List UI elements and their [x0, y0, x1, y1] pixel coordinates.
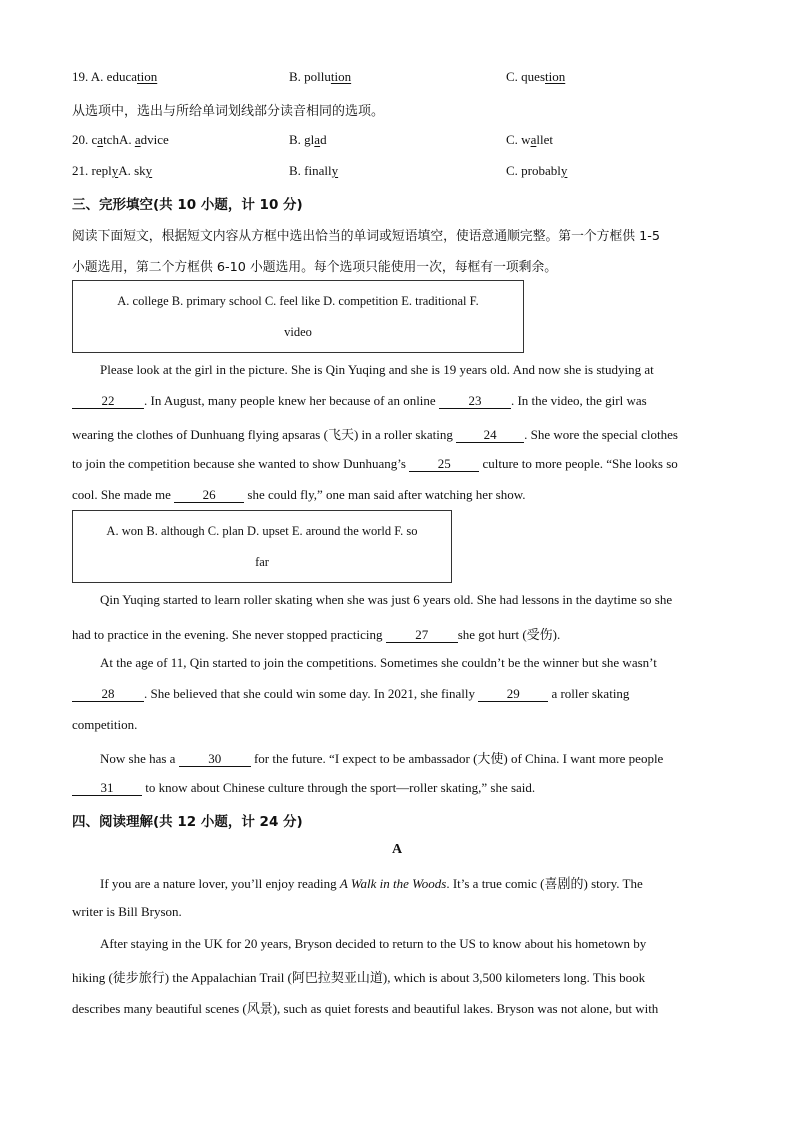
para1-line1: Please look at the girl in the picture. She is Qin Yuqing and she is 19 years old. And now she is studying at — [100, 362, 654, 377]
blank-29[interactable]: 29 — [478, 687, 548, 702]
passage-label: A — [391, 842, 403, 857]
section-3-title: 三、完形填空(共 10 小题，计 10 分) — [72, 197, 303, 213]
word-box-1 — [72, 280, 524, 353]
para4-line2: 31 to know about Chinese culture through the sport—roller skating,” she said. — [72, 780, 535, 796]
q21-option-c: C. probably — [506, 163, 568, 178]
para1-line2: 22 . In August, many people knew her because of an online 23 . In the video, the girl was — [72, 393, 647, 409]
blank-27[interactable]: 27 — [386, 628, 458, 643]
question-20: 20. catchA. advice — [72, 132, 169, 147]
para3-line3: competition. — [72, 717, 138, 732]
blank-25[interactable]: 25 — [409, 457, 479, 472]
section-3-instruction-2: 小题选用，第二个方框供 6-10 小题选用。每个选项只能使用一次，每框有一项剩余。 — [72, 260, 558, 275]
para4-line1: Now she has a 30 for the future. “I expect to be ambassador (大使) of China. I want more people — [100, 751, 664, 766]
q19-option-c: C. question — [506, 69, 566, 84]
q21-option-b: B. finally — [289, 163, 339, 178]
word-box-2-line-2: far — [255, 555, 269, 569]
q20-option-c: C. wallet — [506, 132, 553, 147]
reading-para1-line1: If you are a nature lover, you’ll enjoy reading A Walk in the Woods. It’s a true comic (喜剧的) story. The — [100, 876, 643, 891]
book-title: A Walk in the Woods — [339, 876, 447, 891]
para3-line1: At the age of 11, Qin started to join the competitions. Sometimes she couldn’t be the winner but she wasn’t — [100, 655, 657, 670]
q19-option-b: B. pollution — [289, 69, 352, 84]
blank-23[interactable]: 23 — [439, 394, 511, 409]
q20-option-b: B. glad — [289, 132, 327, 147]
blank-31[interactable]: 31 — [72, 781, 142, 796]
reading-para2-line1: After staying in the UK for 20 years, Bryson decided to return to the US to know about his hometown by — [100, 936, 647, 951]
section-3-instruction-1: 阅读下面短文，根据短文内容从方框中选出恰当的单词或短语填空，使语意通顺完整。第一个方框供 1-5 — [72, 229, 661, 244]
reading-para2-line2: hiking (徒步旅行) the Appalachian Trail (阿巴拉契亚山道), which is about 3,500 kilometers long. This book — [72, 970, 646, 985]
q19-option-a: 19. A. education — [72, 69, 158, 84]
blank-28[interactable]: 28 — [72, 687, 144, 702]
para3-line2: 28 . She believed that she could win some day. In 2021, she finally 29 a roller skating — [72, 686, 629, 702]
para1-line5: cool. She made me 26 she could fly,” one man said after watching her show. — [72, 487, 526, 502]
word-box-2 — [72, 510, 452, 583]
question-21: 21. replyA. sky — [72, 163, 153, 178]
reading-para1-line2: writer is Bill Bryson. — [72, 904, 182, 919]
para1-line4: to join the competition because she wanted to show Dunhuang’s 25 culture to more people. “She looks so — [72, 456, 678, 471]
blank-26[interactable]: 26 — [174, 488, 244, 503]
blank-22[interactable]: 22 — [72, 394, 144, 409]
section-4-title: 四、阅读理解(共 12 小题，计 24 分) — [72, 814, 303, 830]
blank-30[interactable]: 30 — [179, 752, 251, 767]
word-box-2-line-1: A. won B. although C. plan D. upset E. around the world F. so — [106, 524, 418, 538]
word-box-1-line-2: video — [284, 325, 312, 339]
pronunciation-instruction: 从选项中，选出与所给单词划线部分读音相同的选项。 — [72, 104, 385, 119]
reading-para2-line3: describes many beautiful scenes (风景), such as quiet forests and beautiful lakes. Bryson was not alone, but with — [72, 1001, 659, 1016]
para2-line2: had to practice in the evening. She never stopped practicing 27 she got hurt (受伤). — [72, 627, 561, 642]
word-box-1-line-1: A. college B. primary school C. feel like D. competition E. traditional F. — [117, 294, 479, 308]
para1-line3: wearing the clothes of Dunhuang flying apsaras (飞天) in a roller skating 24 . She wore the special clothes — [72, 427, 678, 442]
blank-24[interactable]: 24 — [456, 428, 524, 443]
question-19 — [72, 69, 157, 85]
para2-line1: Qin Yuqing started to learn roller skating when she was just 6 years old. She had lessons in the daytime so she — [100, 592, 673, 607]
